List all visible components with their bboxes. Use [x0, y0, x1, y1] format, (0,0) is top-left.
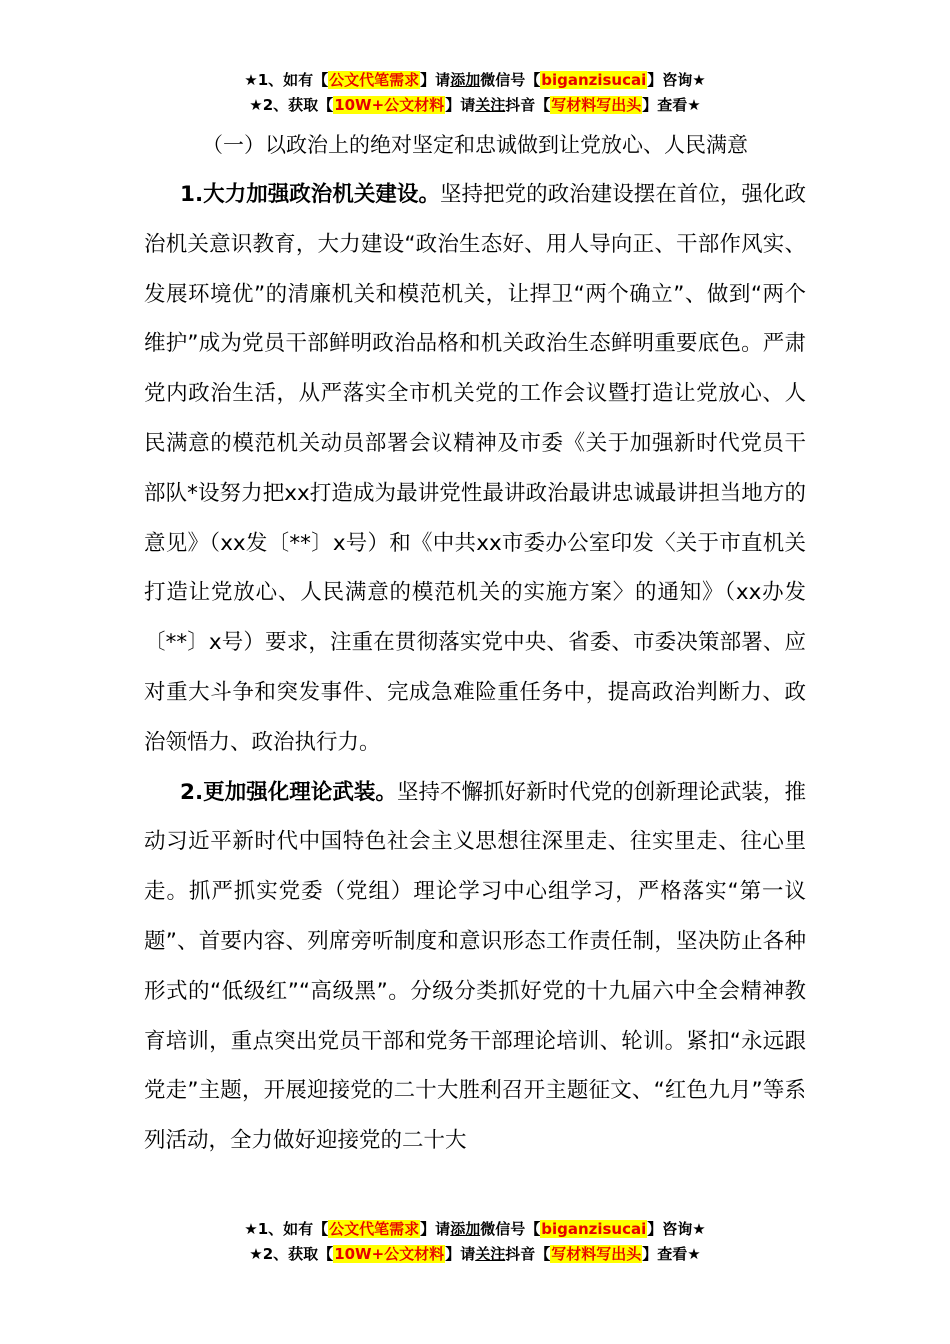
underlined-follow: 关注: [475, 96, 506, 114]
banner-text: 】查看★: [642, 1245, 701, 1263]
highlight-service: 公文代笔需求: [329, 71, 420, 89]
paragraph-1-text: 坚持把党的政治建设摆在首位，强化政治机关意识教育，大力建设“政治生态好、用人导向正、干部作风实、发展环境优”的清廉机关和模范机关，让捍卫“两个确立”、做到“两个维护”成为党员干部鲜明政治品格和机关政治生态鲜明重要底色。严肃党内政治生活，从严落实全市机关党的工作会议暨打造让党放心、人民满意的模范机关动员部署会议精神及市委《关于加强新时代党员干部队*设努力把xx打造成为最讲党性最讲政治最讲忠诚最讲担当地方的意见》（xx发〔**〕x号）和《中共xx市委办公室印发〈关于市直机关打造让党放心、人民满意的模范机关的实施方案〉的通知》（xx办发〔**〕x号）要求，注重在贯彻落实党中央、省委、市委决策部署、应对重大斗争和突发事件、完成急难险重任务中，提高政治判断力、政治领悟力、政治执行力。: [144, 182, 806, 755]
highlight-wechat-id: biganzisucai: [541, 71, 647, 89]
underlined-add: 添加: [450, 1220, 481, 1238]
document-body: [144, 170, 806, 1166]
highlight-materials: 10W+公文材料: [334, 96, 445, 114]
banner-text: 】请: [420, 71, 451, 89]
banner-text: ★2、获取【: [249, 96, 334, 114]
highlight-materials: 10W+公文材料: [334, 1245, 445, 1263]
footer-banner-line-1: [0, 1217, 950, 1242]
header-banner: [0, 68, 950, 118]
highlight-douyin-account: 写材料写出头: [551, 96, 642, 114]
section-title: （一）以政治上的绝对坚定和忠诚做到让党放心、人民满意: [202, 133, 748, 157]
paragraph-1: [144, 170, 806, 768]
banner-text: 】咨询★: [647, 1220, 706, 1238]
banner-text: 】咨询★: [647, 71, 706, 89]
banner-text: ★1、如有【: [244, 71, 329, 89]
banner-text: 】请: [445, 1245, 476, 1263]
banner-text: 微信号【: [480, 1220, 541, 1238]
paragraph-2-text: 坚持不懈抓好新时代党的创新理论武装，推动习近平新时代中国特色社会主义思想往深里走、往实里走、往心里走。抓严抓实党委（党组）理论学习中心组学习，严格落实“第一议题”、首要内容、列席旁听制度和意识形态工作责任制，坚决防止各种形式的“低级红”“高级黑”。分级分类抓好党的十九届六中全会精神教育培训，重点突出党员干部和党务干部理论培训、轮训。紧扣“永远跟党走”主题，开展迎接党的二十大胜利召开主题征文、“红色九月”等系列活动，全力做好迎接党的二十大: [144, 779, 806, 1154]
banner-text: ★2、获取【: [249, 1245, 334, 1263]
paragraph-1-lead: 1.大力加强政治机关建设。: [180, 182, 440, 207]
underlined-follow: 关注: [475, 1245, 506, 1263]
footer-banner: [0, 1217, 950, 1267]
banner-text: 抖音【: [505, 1245, 551, 1263]
banner-text: 】请: [445, 96, 476, 114]
highlight-service: 公文代笔需求: [329, 1220, 420, 1238]
banner-text: 微信号【: [480, 71, 541, 89]
header-banner-line-2: [0, 93, 950, 118]
banner-text: 】请: [420, 1220, 451, 1238]
highlight-wechat-id: biganzisucai: [541, 1220, 647, 1238]
paragraph-2: [144, 768, 806, 1166]
header-banner-line-1: [0, 68, 950, 93]
banner-text: 】查看★: [642, 96, 701, 114]
banner-text: ★1、如有【: [244, 1220, 329, 1238]
paragraph-2-lead: 2.更加强化理论武装。: [180, 779, 397, 805]
highlight-douyin-account: 写材料写出头: [551, 1245, 642, 1263]
banner-text: 抖音【: [505, 96, 551, 114]
footer-banner-line-2: [0, 1242, 950, 1267]
underlined-add: 添加: [450, 71, 481, 89]
